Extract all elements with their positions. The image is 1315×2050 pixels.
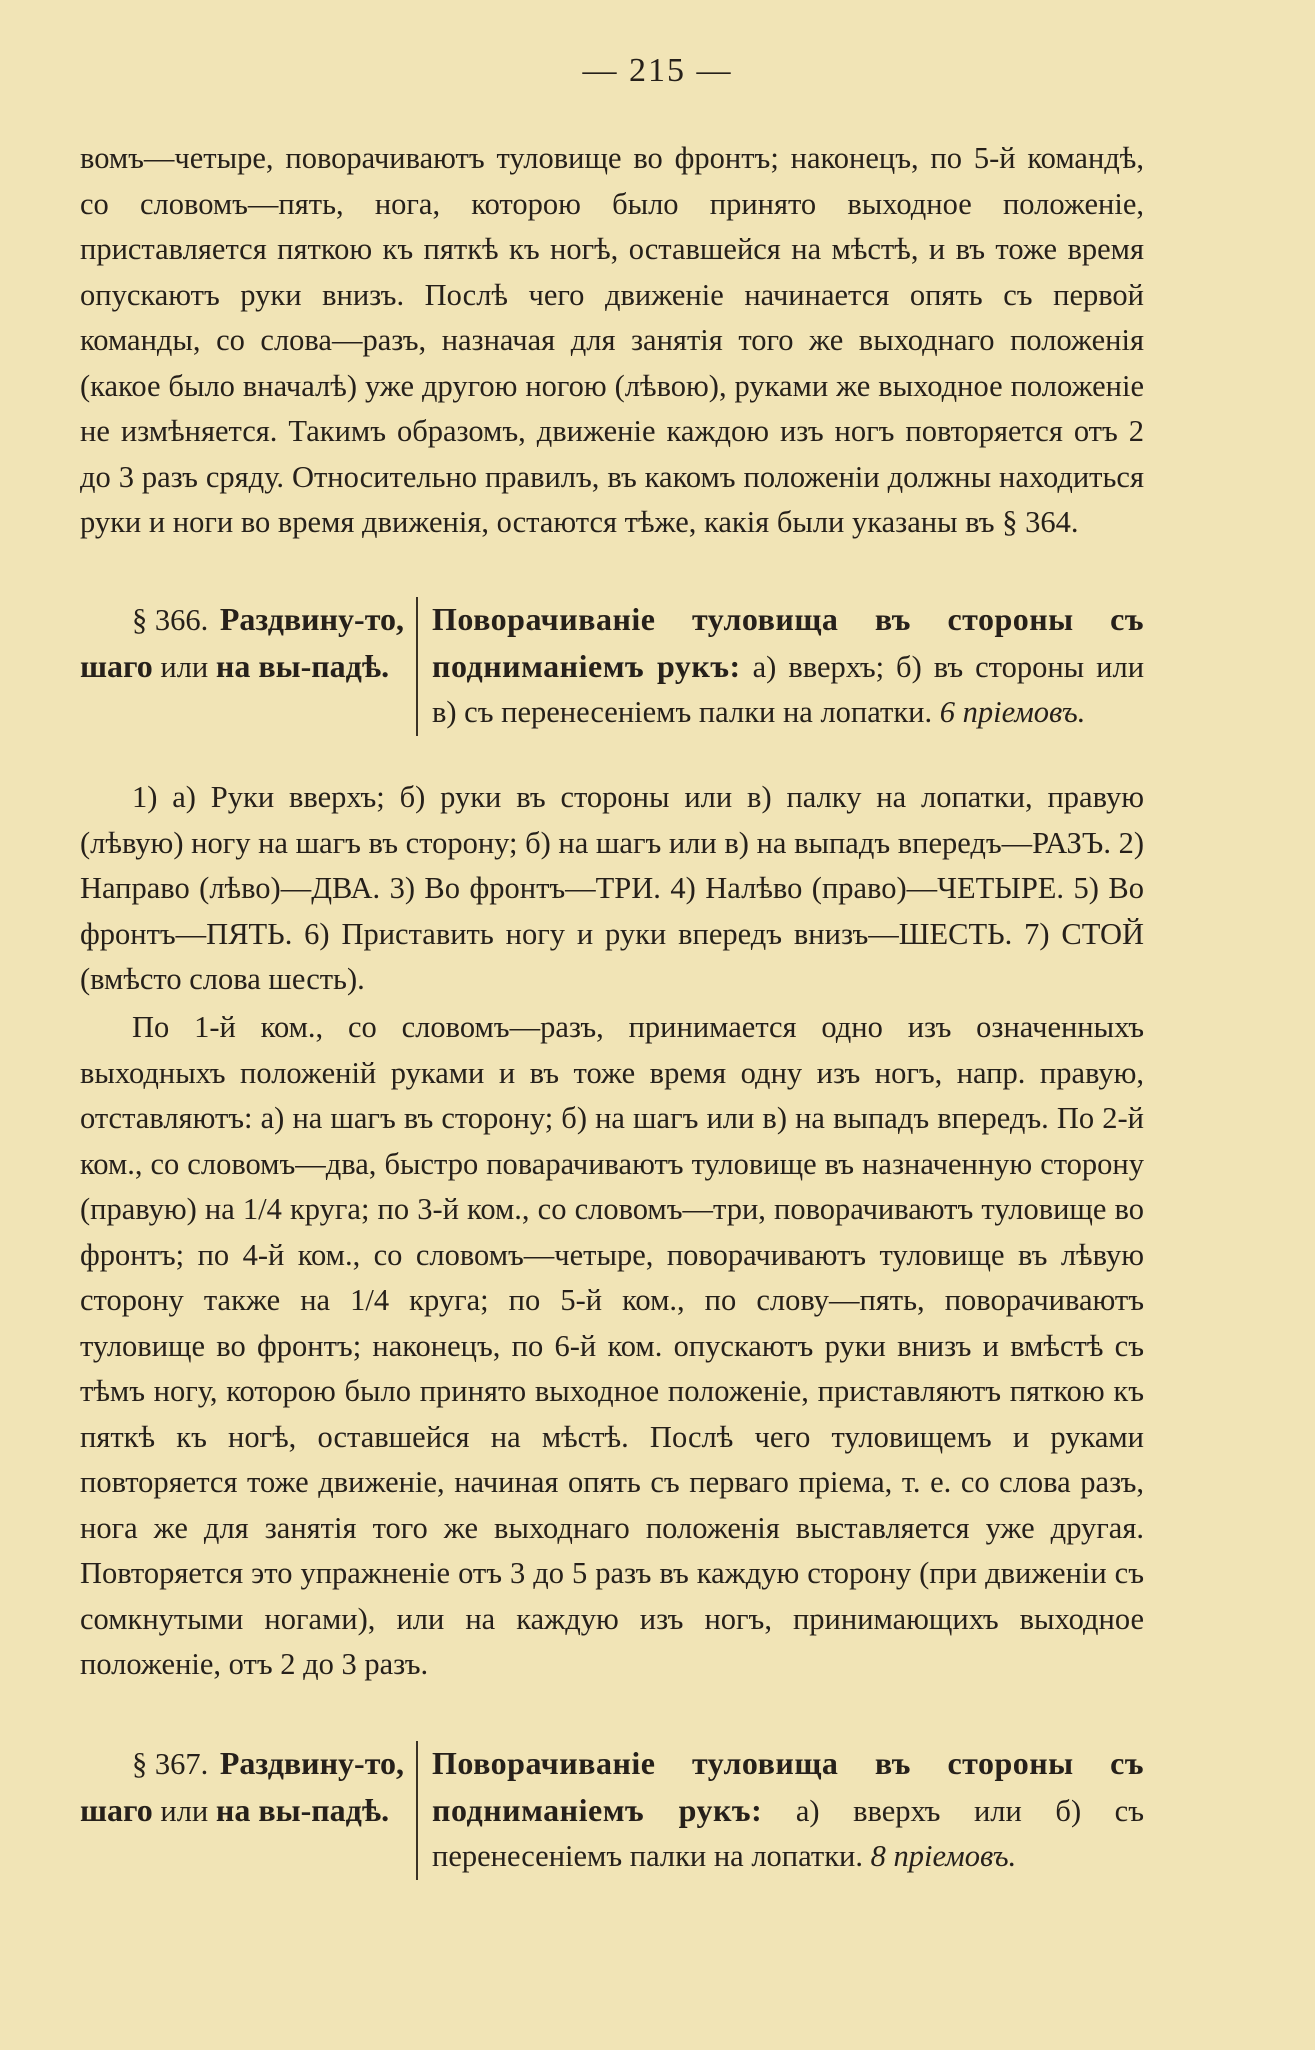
section-366: [80, 597, 1144, 736]
paragraph-text: По 1-й ком., со словомъ—разъ, принимается одно изъ означенныхъ выходныхъ положеній руками и въ тоже время одну изъ ногъ, напр. правую, отставляютъ: а) на шагъ въ сторону; б) на шагъ или в) на выпадъ впередъ. По 2-й ком., со словомъ—два, быстро поварачиваютъ туловище въ назначенную сторону (правую) на 1/4 круга; по 3-й ком., со словомъ—три, поворачиваютъ туловище во фронтъ; по 4-й ком., со словомъ—четыре, поворачиваютъ туловище въ лѣвую сторону также на 1/4 круга; по 5-й ком., по слову—пять, поворачиваютъ туловище во фронтъ; наконецъ, по 6-й ком. опускаютъ руки внизъ и вмѣстѣ съ тѣмъ ногу, которою было принято выходное положеніе, приставляютъ пяткою къ пяткѣ къ ногѣ, оставшейся на мѣстѣ. Послѣ чего туловищемъ и руками повторяется тоже движеніе, начиная опять съ перваго пріема, т. е. со слова разъ, нога же для занятія того же выходнаго положенія выставляется уже другая. Повторяется это упражненіе отъ 3 до 5 разъ въ каждую сторону (при движеніи съ сомкнутыми ногами), или на каждую изъ ногъ, принимающихъ выходное положеніе, отъ 2 до 3 разъ.: [80, 1010, 1144, 1681]
section-367-heading: [80, 1741, 418, 1880]
section-367-title: [418, 1741, 1144, 1880]
paragraph-text: вомъ—четыре, поворачиваютъ туловище во фронтъ; наконецъ, по 5-й командѣ, со словомъ—пять, нога, которою было принято выходное положеніе, приставляется пяткою къ пяткѣ къ ногѣ, оставшейся на мѣстѣ, и въ тоже время опускаютъ руки внизъ. Послѣ чего движеніе начинается опять съ первой команды, со слова—разъ, назначая для занятія того же выходнаго положенія (какое было вначалѣ) уже другою ногою (лѣвою), руками же выходное положеніе не измѣняется. Такимъ образомъ, движеніе каждою изъ ногъ повторяется отъ 2 до 3 разъ сряду. Относительно правилъ, въ какомъ положеніи должны находиться руки и ноги во время движенія, остаются тѣже, какія были указаны въ § 364.: [80, 141, 1144, 539]
position-label-end: на вы-падѣ.: [215, 1791, 390, 1828]
position-label: Раздвину-то, шаго: [80, 601, 404, 684]
section-366-title: [418, 597, 1144, 736]
explanation-paragraph: [80, 1005, 1144, 1688]
position-connector: или: [160, 649, 209, 684]
section-number: § 366.: [132, 603, 209, 637]
exercise-description: а) вверхъ; б) въ стороны или в) съ перенесеніемъ палки на лопатки.: [432, 649, 1145, 729]
exercise-count: 6 пріемовъ.: [939, 695, 1086, 729]
paragraph-text: 1) а) Руки вверхъ; б) руки въ стороны или в) палку на лопатки, правую (лѣвую) ногу на шагъ въ сторону; б) на шагъ или в) на выпадъ впередъ—РАЗЪ. 2) Направо (лѣво)—ДВА. 3) Во фронтъ—ТРИ. 4) Налѣво (право)—ЧЕТЫРЕ. 5) Во фронтъ—ПЯТЬ. 6) Приставить ногу и руки впередъ внизъ—ШЕСТЬ. 7) СТОЙ (вмѣсто слова шесть).: [80, 780, 1144, 996]
exercise-count: 8 пріемовъ.: [870, 1839, 1017, 1873]
position-connector: или: [160, 1793, 209, 1828]
section-366-heading: [80, 597, 418, 736]
position-label-end: на вы-падѣ.: [215, 647, 390, 684]
paragraph-continuation: [80, 136, 1144, 546]
command-list: [80, 775, 1144, 1003]
position-label: Раздвину-то, шаго: [80, 1745, 404, 1828]
exercise-title: Поворачиваніе туловища въ стороны съ подниманіемъ рукъ:: [432, 1745, 1144, 1828]
section-number: § 367.: [132, 1747, 209, 1781]
exercise-description: а) вверхъ или б) съ перенесеніемъ палки на лопатки.: [432, 1793, 1144, 1873]
section-367: [80, 1741, 1144, 1880]
exercise-title: Поворачиваніе туловища въ стороны съ подниманіемъ рукъ:: [432, 601, 1144, 684]
page-number: — 215 —: [582, 52, 733, 89]
